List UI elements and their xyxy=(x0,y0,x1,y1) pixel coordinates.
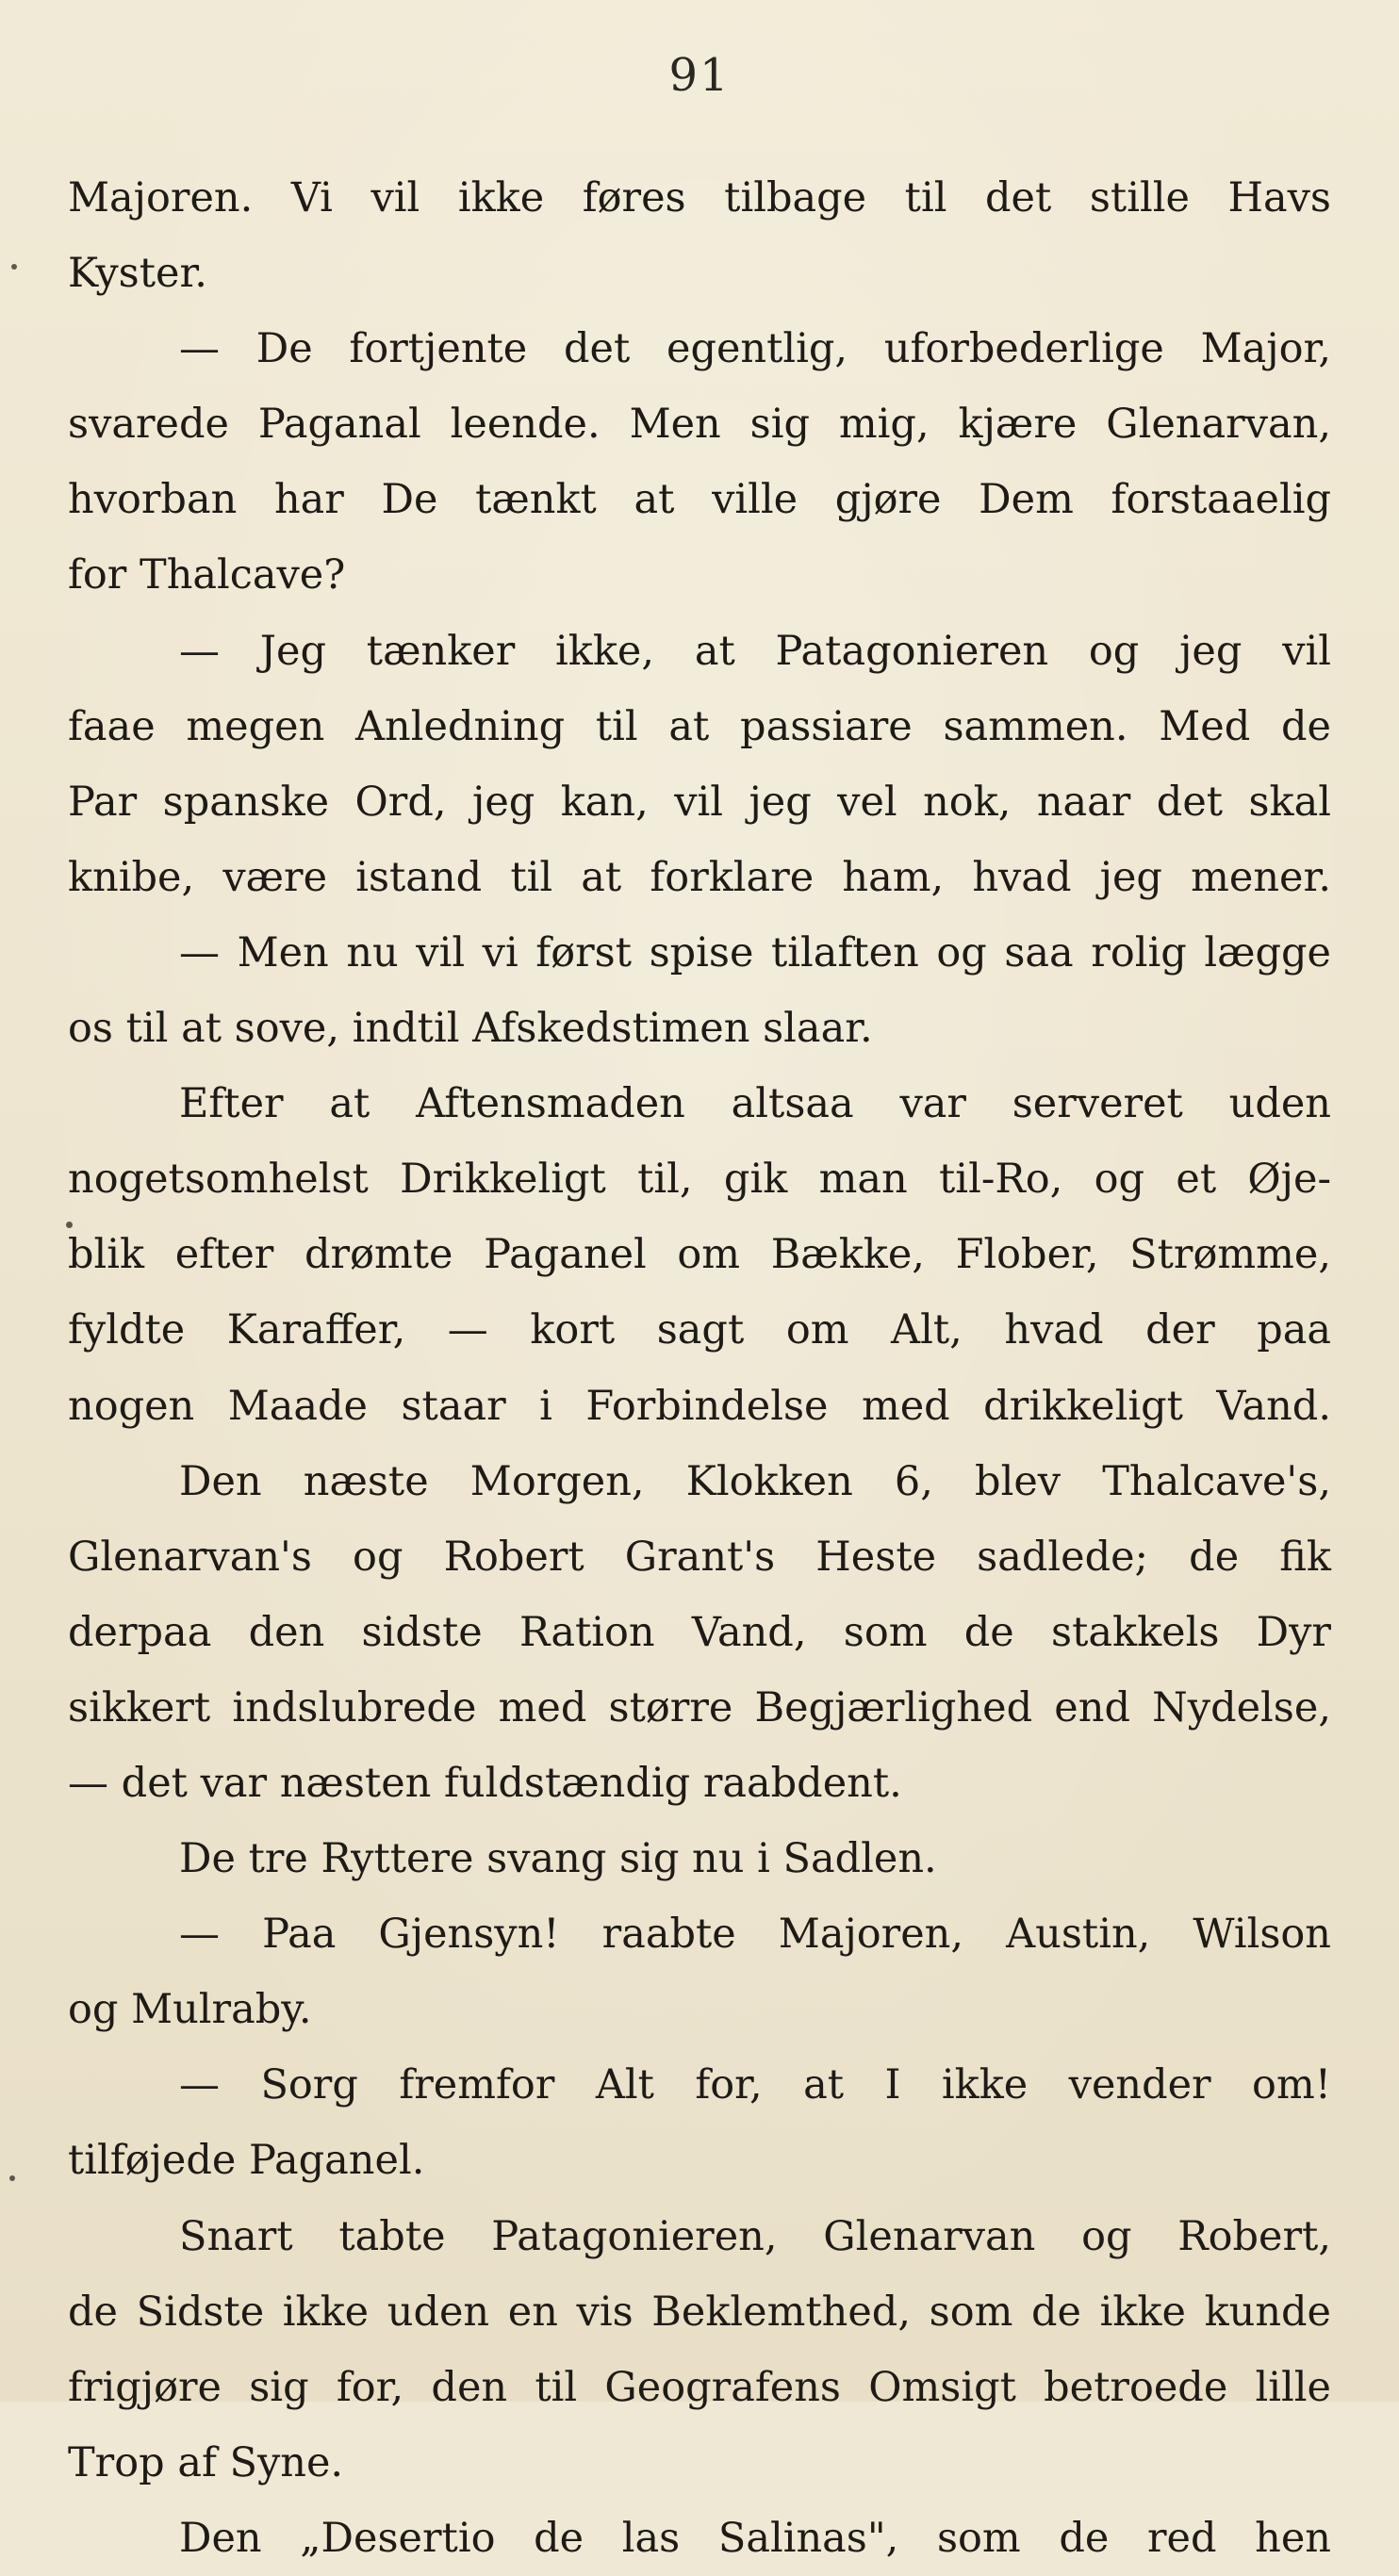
text-line: Majoren. Vi vil ikke føres tilbage til det stille Havs xyxy=(68,174,1331,222)
text-line: nogen Maade staar i Forbindelse med drikkeligt Vand. xyxy=(68,1382,1331,1430)
text-line: — Sorg fremfor Alt for, at I ikke vender om! xyxy=(179,2061,1331,2109)
text-line: de Sidste ikke uden en vis Beklemthed, som de ikke kunde xyxy=(68,2288,1331,2336)
text-line: Kyster. xyxy=(68,250,207,298)
text-line: Glenarvan's og Robert Grant's Heste sadlede; de fik xyxy=(68,1533,1331,1581)
text-line: nogetsomhelst Drikkeligt til, gik man til-Ro, og et Øje- xyxy=(68,1156,1331,1204)
text-line: Efter at Aftensmaden altsaa var serveret uden xyxy=(179,1080,1331,1128)
text-line: og Mulraby. xyxy=(68,1986,312,2034)
text-line: — Jeg tænker ikke, at Patagonieren og jeg vil xyxy=(179,627,1331,675)
text-line: Snart tabte Patagonieren, Glenarvan og Robert, xyxy=(179,2212,1331,2260)
text-line: derpaa den sidste Ration Vand, som de stakkels Dyr xyxy=(68,1608,1331,1656)
page-speck xyxy=(11,264,17,270)
text-line: Trop af Syne. xyxy=(68,2438,344,2486)
text-line: svarede Paganal leende. Men sig mig, kjære Glenarvan, xyxy=(68,401,1331,449)
text-line: Den „Desertio de las Salinas", som de red hen xyxy=(179,2514,1331,2562)
page-speck xyxy=(9,2175,15,2181)
text-line: Den næste Morgen, Klokken 6, blev Thalcave's, xyxy=(179,1457,1331,1505)
text-line: knibe, være istand til at forklare ham, hvad jeg mener. xyxy=(68,853,1331,901)
text-line: faae megen Anledning til at passiare sammen. Med de xyxy=(68,702,1331,750)
text-line: — Paa Gjensyn! raabte Majoren, Austin, Wilson xyxy=(179,1911,1331,1959)
text-line: os til at sove, indtil Afskedstimen slaar. xyxy=(68,1005,873,1053)
text-line: — Men nu vil vi først spise tilaften og saa rolig lægge xyxy=(179,928,1331,976)
text-line: blik efter drømte Paganel om Bække, Flober, Strømme, xyxy=(68,1231,1331,1279)
text-line: — De fortjente det egentlig, uforbederlige Major, xyxy=(179,325,1331,373)
body-text xyxy=(68,160,1331,2576)
text-line: frigjøre sig for, den til Geografens Omsigt betroede lille xyxy=(68,2363,1331,2411)
page-speck xyxy=(66,1222,73,1228)
text-line: for Thalcave? xyxy=(68,551,346,599)
text-line: fyldte Karaffer, — kort sagt om Alt, hvad der paa xyxy=(68,1306,1331,1354)
text-line: hvorban har De tænkt at ville gjøre Dem forstaaelig xyxy=(68,476,1331,524)
text-line: Par spanske Ord, jeg kan, vil jeg vel nok, naar det skal xyxy=(68,778,1331,826)
text-line: — det var næsten fuldstændig raabdent. xyxy=(68,1759,902,1807)
text-line: tilføjede Paganel. xyxy=(68,2137,425,2185)
text-line: De tre Ryttere svang sig nu i Sadlen. xyxy=(179,1835,937,1883)
page-number: 91 xyxy=(668,49,731,102)
text-line: sikkert indslubrede med større Begjærlighed end Nydelse, xyxy=(68,1683,1331,1731)
